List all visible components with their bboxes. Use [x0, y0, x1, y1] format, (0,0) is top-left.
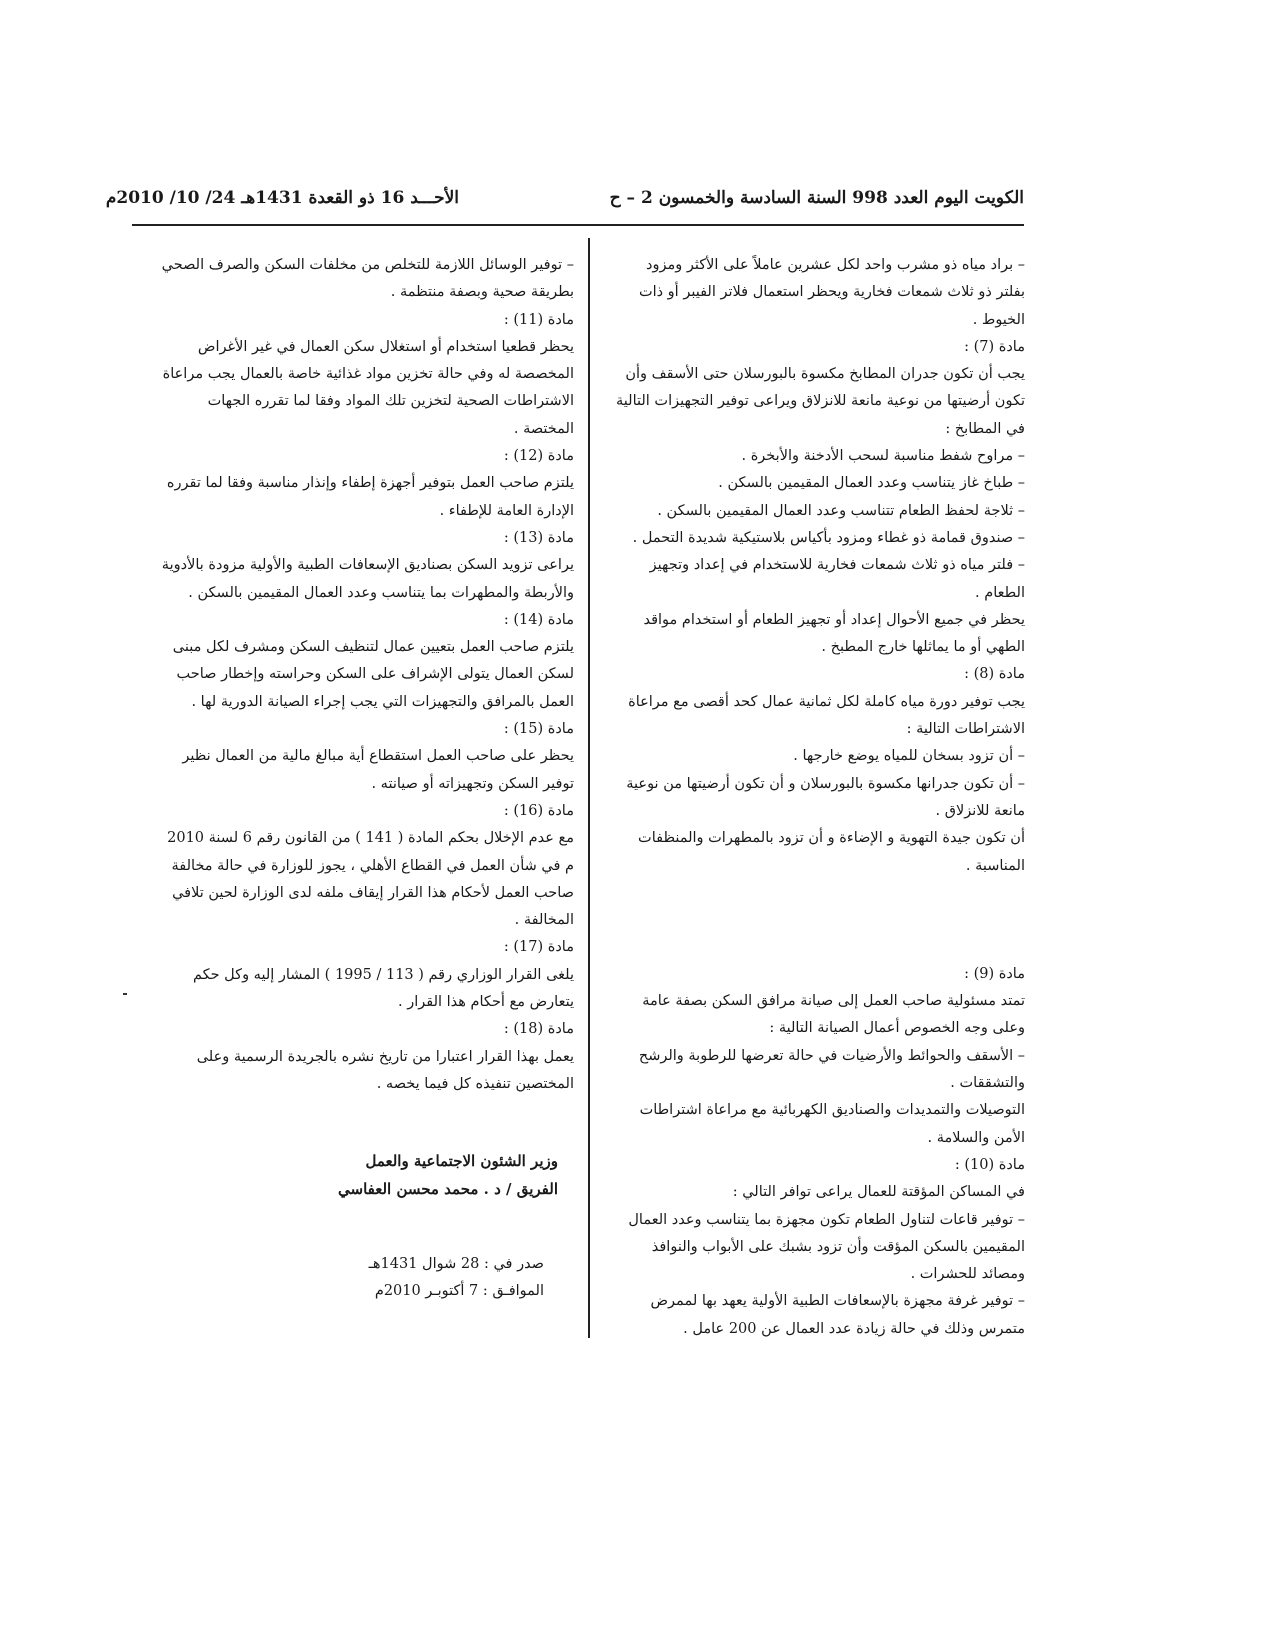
- issue-date-gregorian: الموافـق : 7 أكتوبـر 2010م: [374, 1283, 544, 1300]
- paragraph: يلغى القرار الوزاري رقم ( 113 / 1995 ) المشار إليه وكل حكم يتعارض مع أحكام هذا القرار .: [192, 966, 574, 1011]
- paragraph: يجب أن تكون جدران المطابخ مكسوة بالبورسلان حتى الأسقف وأن تكون أرضيتها من نوعية مانعة للانزلاق ويراعى توفير التجهيزات التالية في المطابخ :: [616, 366, 1025, 437]
- article-heading-14: مادة (14) :: [503, 611, 574, 628]
- article-heading-10: مادة (10) :: [954, 1156, 1025, 1173]
- list-item: – طباخ غاز يتناسب وعدد العمال المقيمين بالسكن .: [718, 475, 1025, 492]
- article-heading-13: مادة (13) :: [503, 529, 574, 546]
- paragraph: يحظر على صاحب العمل استقطاع أية مبالغ مالية من العمال نظير توفير السكن وتجهيزاته أو صيانته .: [182, 748, 574, 792]
- list-item: – توفير غرفة مجهزة بالإسعافات الطبية الأولية يعهد بها لممرض متمرس وذلك في حالة زيادة عدد العمال عن 200 عامل .: [650, 1293, 1025, 1337]
- list-item: – ثلاجة لحفظ الطعام تتناسب وعدد العمال المقيمين بالسكن .: [657, 502, 1025, 519]
- paragraph: يحظر قطعيا استخدام أو استغلال سكن العمال في غير الأغراض المخصصة له وفي حالة تخزين مواد غذائية خاصة بالعمال يجب مراعاة الاشتراطات الصحية لتخزين تلك المواد وفقا لما تقرره الجهات المختصة .: [162, 338, 574, 437]
- article-heading-7: مادة (7) :: [964, 338, 1025, 355]
- minister-title: وزير الشئون الاجتماعية والعمل: [365, 1152, 558, 1171]
- paragraph: – براد مياه ذو مشرب واحد لكل عشرين عاملاً على الأكثر ومزود بفلتر ذو ثلاث شمعات فخارية ويحظر استعمال فلاتر الفيبر أو ذات الخيوط .: [638, 257, 1025, 328]
- article-heading-17: مادة (17) :: [503, 939, 574, 956]
- article-heading-18: مادة (18) :: [503, 1021, 574, 1038]
- scan-speck: [123, 993, 127, 995]
- list-item: – توفير الوسائل اللازمة للتخلص من مخلفات السكن والصرف الصحي بطريقة صحية وبصفة منتظمة .: [161, 257, 574, 301]
- list-item: التوصيلات والتمديدات والصناديق الكهربائية مع مراعاة اشتراطات الأمن والسلامة .: [639, 1102, 1025, 1146]
- list-item: – أن تزود بسخان للمياه يوضع خارجها .: [793, 748, 1025, 765]
- list-item: – مراوح شفط مناسبة لسحب الأدخنة والأبخرة .: [741, 448, 1025, 465]
- right-column: [613, 252, 1025, 1343]
- paragraph: يلتزم صاحب العمل بتعيين عمال لتنظيف السكن ومشرف لكل مبنى لسكن العمال يتولى الإشراف على السكن وحراسته وإخطار صاحب العمل بالمرافق والتجهيزات التي يجب إجراء الصيانة الدورية لها .: [172, 639, 574, 710]
- paragraph: في المساكن المؤقتة للعمال يراعى توافر التالي :: [732, 1184, 1025, 1201]
- signature-block: [160, 1148, 574, 1203]
- paragraph: يراعى تزويد السكن بصناديق الإسعافات الطبية والأولية مزودة بالأدوية والأربطة والمطهرات بما يتناسب وعدد العمال المقيمين بالسكن .: [161, 557, 574, 601]
- list-item: أن تكون جيدة التهوية و الإضاءة و أن تزود بالمطهرات والمنظفات المناسبة .: [638, 830, 1025, 874]
- header-issue-info: الكويت اليوم العدد 998 السنة السادسة والخمسون 2 – ح: [609, 188, 1024, 208]
- article-heading-16: مادة (16) :: [503, 802, 574, 819]
- header-divider: [132, 224, 1024, 226]
- list-item: – الأسقف والحوائط والأرضيات في حالة تعرضها للرطوبة والرشح والتشققات .: [638, 1047, 1025, 1092]
- paragraph: مع عدم الإخلال بحكم المادة ( 141 ) من القانون رقم 6 لسنة 2010 م في شأن العمل في القطاع الأهلي ، يجوز للوزارة في حالة مخالفة صاحب العمل لأحكام هذا القرار إيقاف ملفه لدى الوزارة لحين تلافي المخالفة .: [167, 830, 574, 929]
- paragraph: يجب توفير دورة مياه كاملة لكل ثمانية عمال كحد أقصى مع مراعاة الاشتراطات التالية :: [628, 693, 1025, 738]
- list-item: – صندوق قمامة ذو غطاء ومزود بأكياس بلاستيكية شديدة التحمل .: [632, 529, 1025, 546]
- column-divider: [588, 238, 590, 1338]
- list-item: – أن تكون جدرانها مكسوة بالبورسلان و أن تكون أرضيتها من نوعية مانعة للانزلاق .: [626, 775, 1025, 819]
- paragraph: يحظر في جميع الأحوال إعداد أو تجهيز الطعام أو استخدام مواقد الطهي أو ما يماثلها خارج المطبخ .: [643, 611, 1025, 656]
- article-heading-15: مادة (15) :: [503, 721, 574, 738]
- minister-name: الفريق / د . محمد محسن العفاسي: [338, 1179, 558, 1198]
- blank-gap: [613, 880, 1025, 961]
- header-date: الأحـــد 16 ذو القعدة 1431هـ 24/ 10/ 2010م: [105, 188, 459, 208]
- list-item: – توفير قاعات لتناول الطعام تكون مجهزة بما يتناسب وعدد العمال المقيمين بالسكن المؤقت وأن تزود بشبك على الأبواب والنوافذ ومصائد للحشرات .: [628, 1211, 1025, 1283]
- issue-date-hijri: صدر في : 28 شوال 1431هـ: [368, 1255, 544, 1272]
- paragraph: يلتزم صاحب العمل بتوفير أجهزة إطفاء وإنذار مناسبة وفقا لما تقرره الإدارة العامة للإطفاء .: [166, 475, 574, 519]
- paragraph: تمتد مسئولية صاحب العمل إلى صيانة مرافق السكن بصفة عامة وعلى وجه الخصوص أعمال الصيانة التالية :: [642, 993, 1025, 1037]
- article-heading-8: مادة (8) :: [964, 666, 1025, 683]
- article-heading-11: مادة (11) :: [503, 311, 574, 328]
- left-column: [160, 252, 574, 1305]
- article-heading-9: مادة (9) :: [964, 965, 1025, 982]
- issue-date-block: [160, 1251, 574, 1306]
- article-heading-12: مادة (12) :: [503, 448, 574, 465]
- paragraph: يعمل بهذا القرار اعتبارا من تاريخ نشره بالجريدة الرسمية وعلى المختصين تنفيذه كل فيما يخصه .: [196, 1048, 574, 1092]
- list-item: – فلتر مياه ذو ثلاث شمعات فخارية للاستخدام في إعداد وتجهيز الطعام .: [649, 557, 1025, 601]
